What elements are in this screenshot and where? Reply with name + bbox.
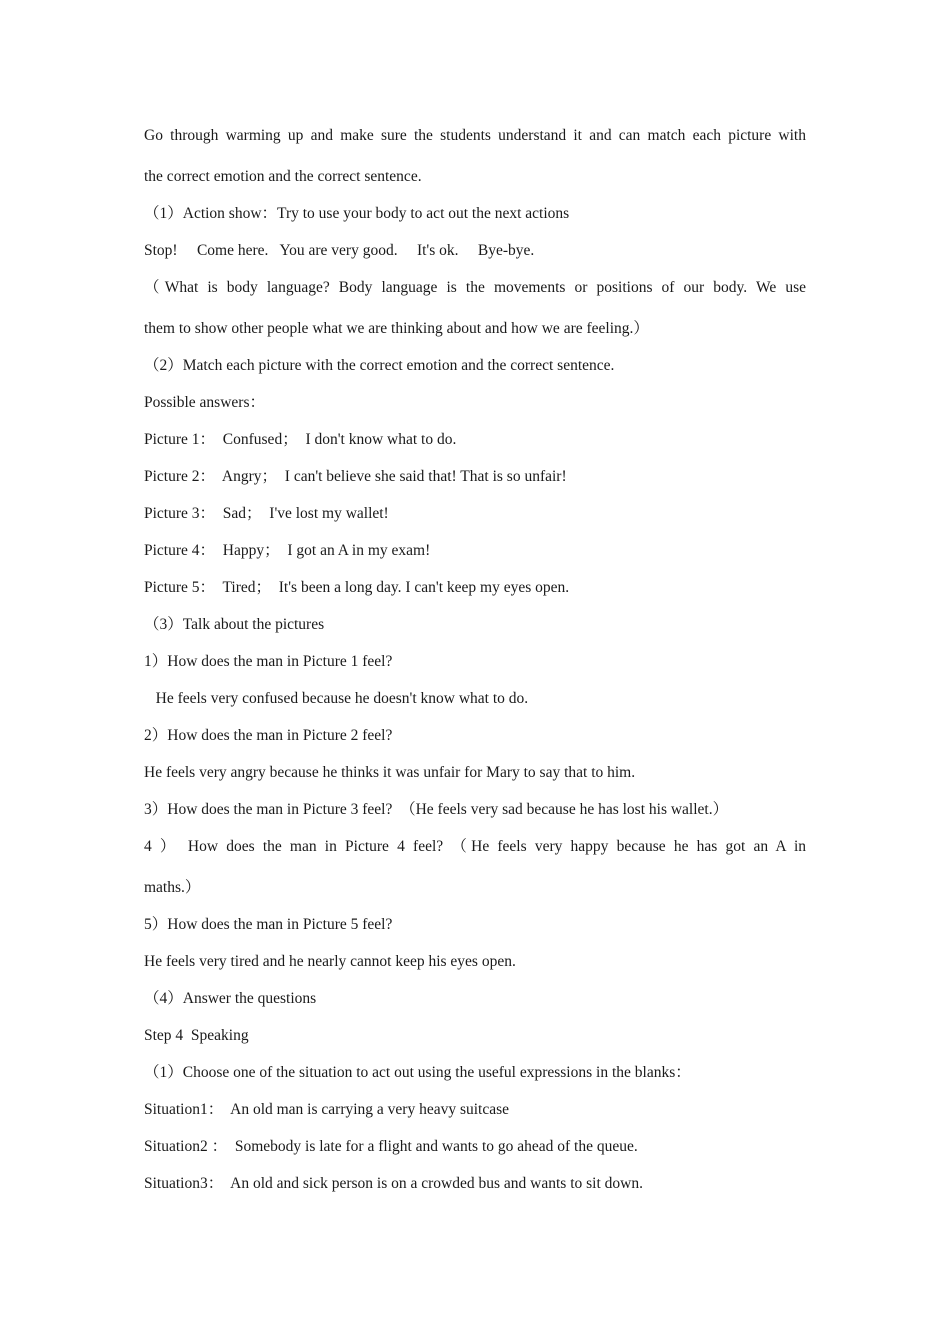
text-line: 5）How does the man in Picture 5 feel?: [144, 916, 393, 933]
text-line: Situation2 ： Somebody is late for a flight and wants to go ahead of the queue.: [144, 1138, 638, 1155]
text-line: Situation3： An old and sick person is on a crowded bus and wants to sit down.: [144, 1175, 643, 1192]
text-line: Picture 3： Sad； I've lost my wallet!: [144, 505, 389, 522]
text-line: （1）Choose one of the situation to act out using the useful expressions in the blanks：: [144, 1064, 691, 1081]
text-line: （1）Action show：Try to use your body to act out the next actions: [144, 205, 570, 222]
text-line: 2）How does the man in Picture 2 feel?: [144, 727, 393, 744]
text-line: Stop! Come here. You are very good. It's ok. Bye-bye.: [144, 242, 535, 259]
text-line: 1）How does the man in Picture 1 feel?: [144, 653, 393, 670]
text-line: maths.）: [144, 879, 201, 896]
text-line: them to show other people what we are thinking about and how we are feeling.）: [144, 320, 649, 337]
text-line: Picture 1： Confused； I don't know what to do.: [144, 431, 457, 448]
text-line: He feels very confused because he doesn't know what to do.: [144, 690, 529, 707]
text-line: 3）How does the man in Picture 3 feel? （He feels very sad because he has lost his wallet.）: [144, 801, 729, 818]
text-line: 4 ） How does the man in Picture 4 feel? （He feels very happy because he has got an A in: [144, 838, 806, 855]
text-line: Situation1： An old man is carrying a very heavy suitcase: [144, 1101, 510, 1118]
text-line: the correct emotion and the correct sentence.: [144, 168, 422, 185]
text-line: He feels very angry because he thinks it was unfair for Mary to say that to him.: [144, 764, 636, 781]
text-line: He feels very tired and he nearly cannot keep his eyes open.: [144, 953, 516, 970]
text-line: Go through warming up and make sure the students understand it and can match each picture with: [144, 127, 806, 144]
text-line: Possible answers：: [144, 394, 265, 411]
text-line: Picture 2： Angry； I can't believe she said that! That is so unfair!: [144, 468, 567, 485]
text-line: （What is body language? Body language is the movements or positions of our body. We use: [144, 279, 806, 296]
text-line: （2）Match each picture with the correct emotion and the correct sentence.: [144, 357, 615, 374]
document-body: [144, 121, 806, 1206]
text-line: Picture 5： Tired； It's been a long day. I can't keep my eyes open.: [144, 579, 570, 596]
text-line: （4）Answer the questions: [144, 990, 317, 1007]
text-line: Step 4 Speaking: [144, 1027, 249, 1044]
text-line: Picture 4： Happy； I got an A in my exam!: [144, 542, 431, 559]
text-line: （3）Talk about the pictures: [144, 616, 325, 633]
